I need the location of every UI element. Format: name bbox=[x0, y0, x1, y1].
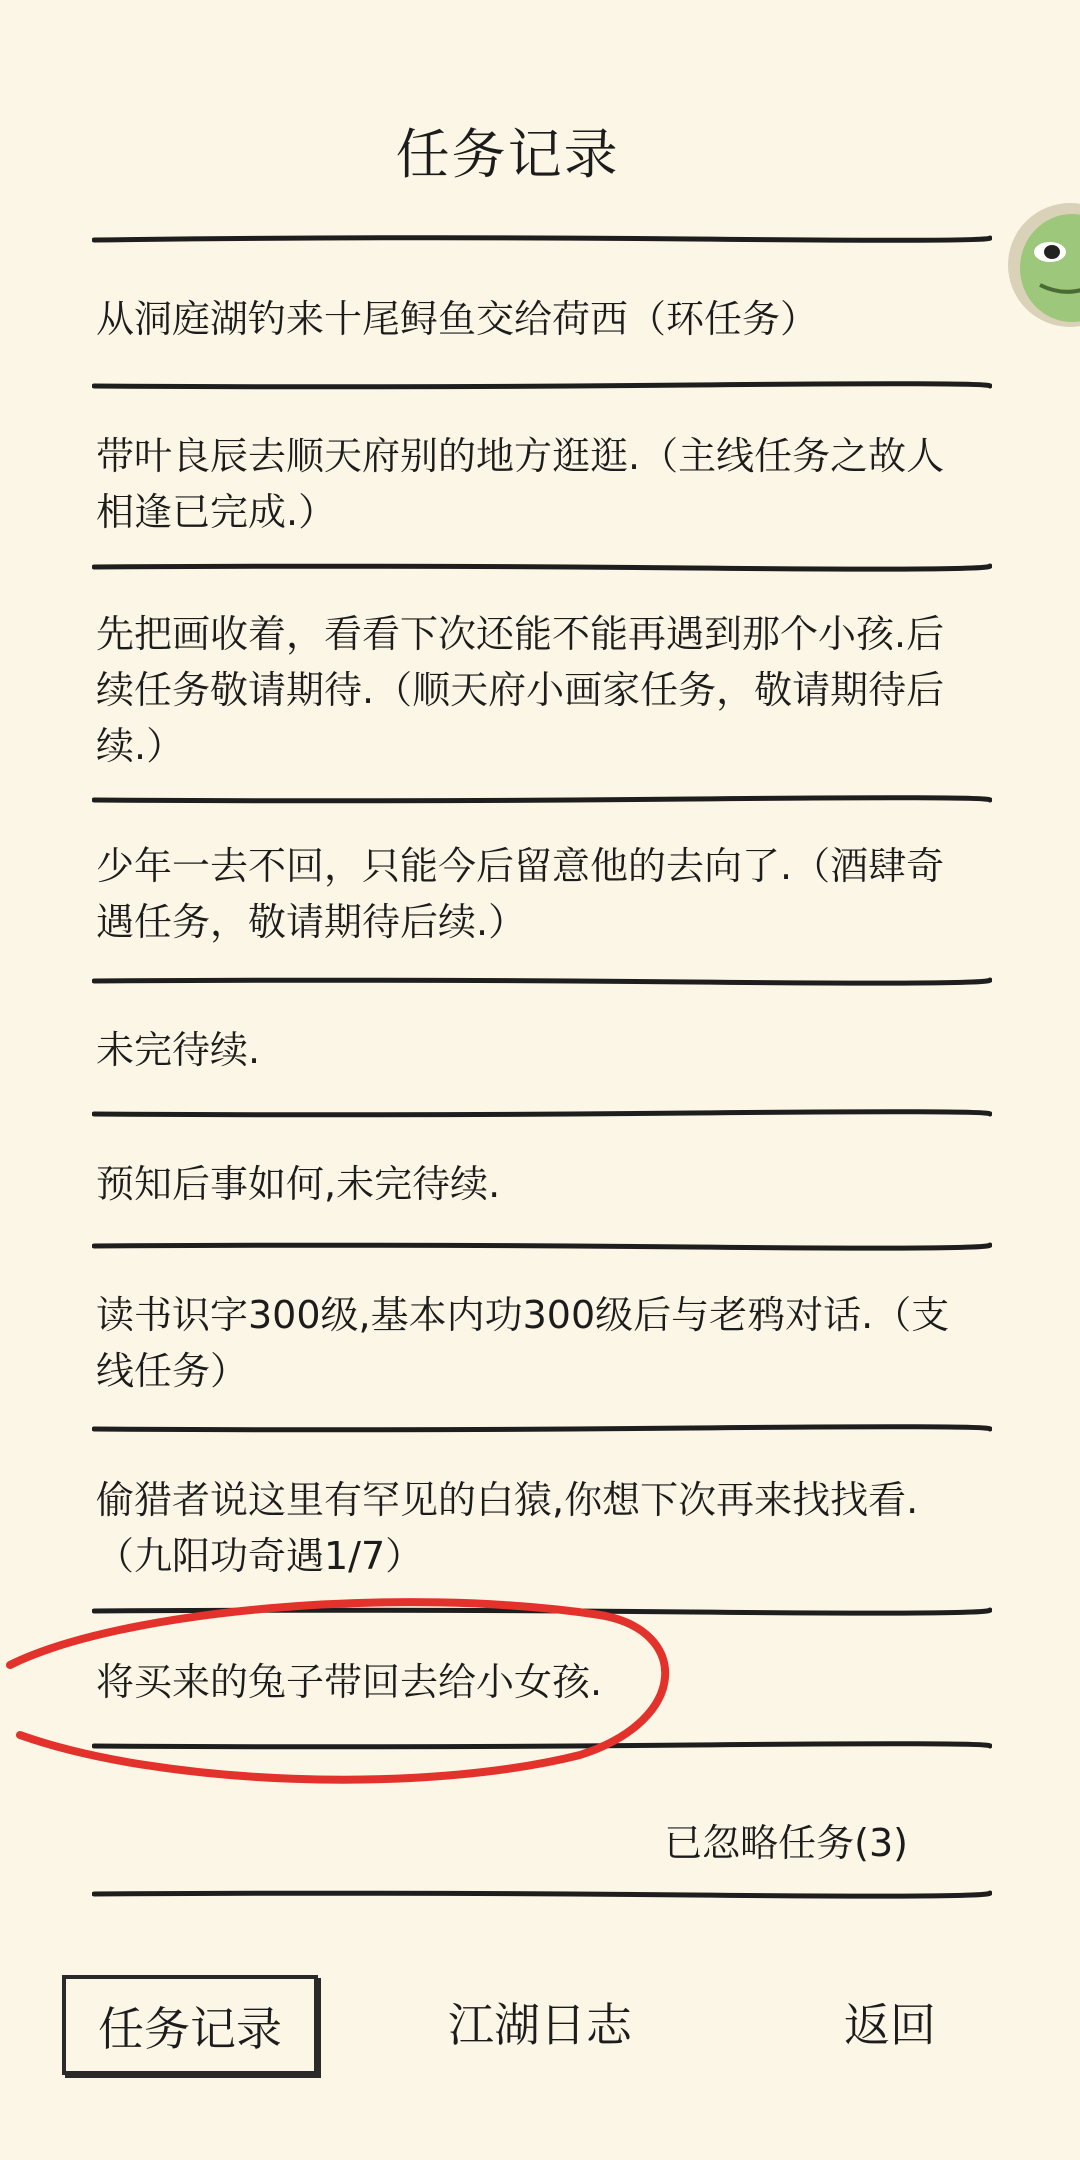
quest-item-7[interactable]: 读书识字300级,基本内功300级后与老鸦对话.（支线任务） bbox=[96, 1293, 950, 1393]
divider bbox=[92, 561, 992, 573]
divider bbox=[92, 1423, 992, 1435]
bottom-nav bbox=[0, 1975, 1080, 2085]
back-button[interactable]: 返回 bbox=[844, 1998, 936, 2052]
divider bbox=[92, 1605, 992, 1617]
quest-item-6[interactable]: 预知后事如何,未完待续. bbox=[96, 1162, 501, 1206]
divider bbox=[92, 1108, 992, 1120]
divider bbox=[92, 1740, 992, 1752]
divider bbox=[92, 975, 992, 987]
divider bbox=[92, 794, 992, 806]
quest-item-3[interactable]: 先把画收着，看看下次还能不能再遇到那个小孩.后续任务敬请期待.（顺天府小画家任务，敬请期待后续.） bbox=[96, 612, 945, 768]
divider bbox=[92, 1888, 992, 1900]
quest-item-5[interactable]: 未完待续. bbox=[96, 1028, 261, 1072]
quest-item-2[interactable]: 带叶良辰去顺天府别的地方逛逛.（主线任务之故人相逢已完成.） bbox=[96, 434, 945, 534]
quest-item-4[interactable]: 少年一去不回，只能今后留意他的去向了.（酒肆奇遇任务，敬请期待后续.） bbox=[96, 844, 945, 944]
ignored-quests-link[interactable]: 已忽略任务(3) bbox=[664, 1821, 908, 1865]
divider bbox=[92, 380, 992, 392]
tab-jianghu-journal[interactable]: 江湖日志 bbox=[448, 1998, 632, 2052]
green-frog-mascot-icon[interactable] bbox=[1000, 190, 1080, 330]
tab-quest-log[interactable]: 任务记录 bbox=[62, 1975, 318, 2075]
quest-item-8[interactable]: 偷猎者说这里有罕见的白猿,你想下次再来找找看.（九阳功奇遇1/7） bbox=[96, 1478, 919, 1578]
quest-item-1[interactable]: 从洞庭湖钓来十尾鲟鱼交给荷西（环任务） bbox=[96, 297, 819, 341]
quest-item-9[interactable]: 将买来的兔子带回去给小女孩. bbox=[96, 1660, 603, 1704]
page-title: 任务记录 bbox=[395, 123, 620, 186]
divider bbox=[92, 233, 992, 245]
divider bbox=[92, 1240, 992, 1252]
